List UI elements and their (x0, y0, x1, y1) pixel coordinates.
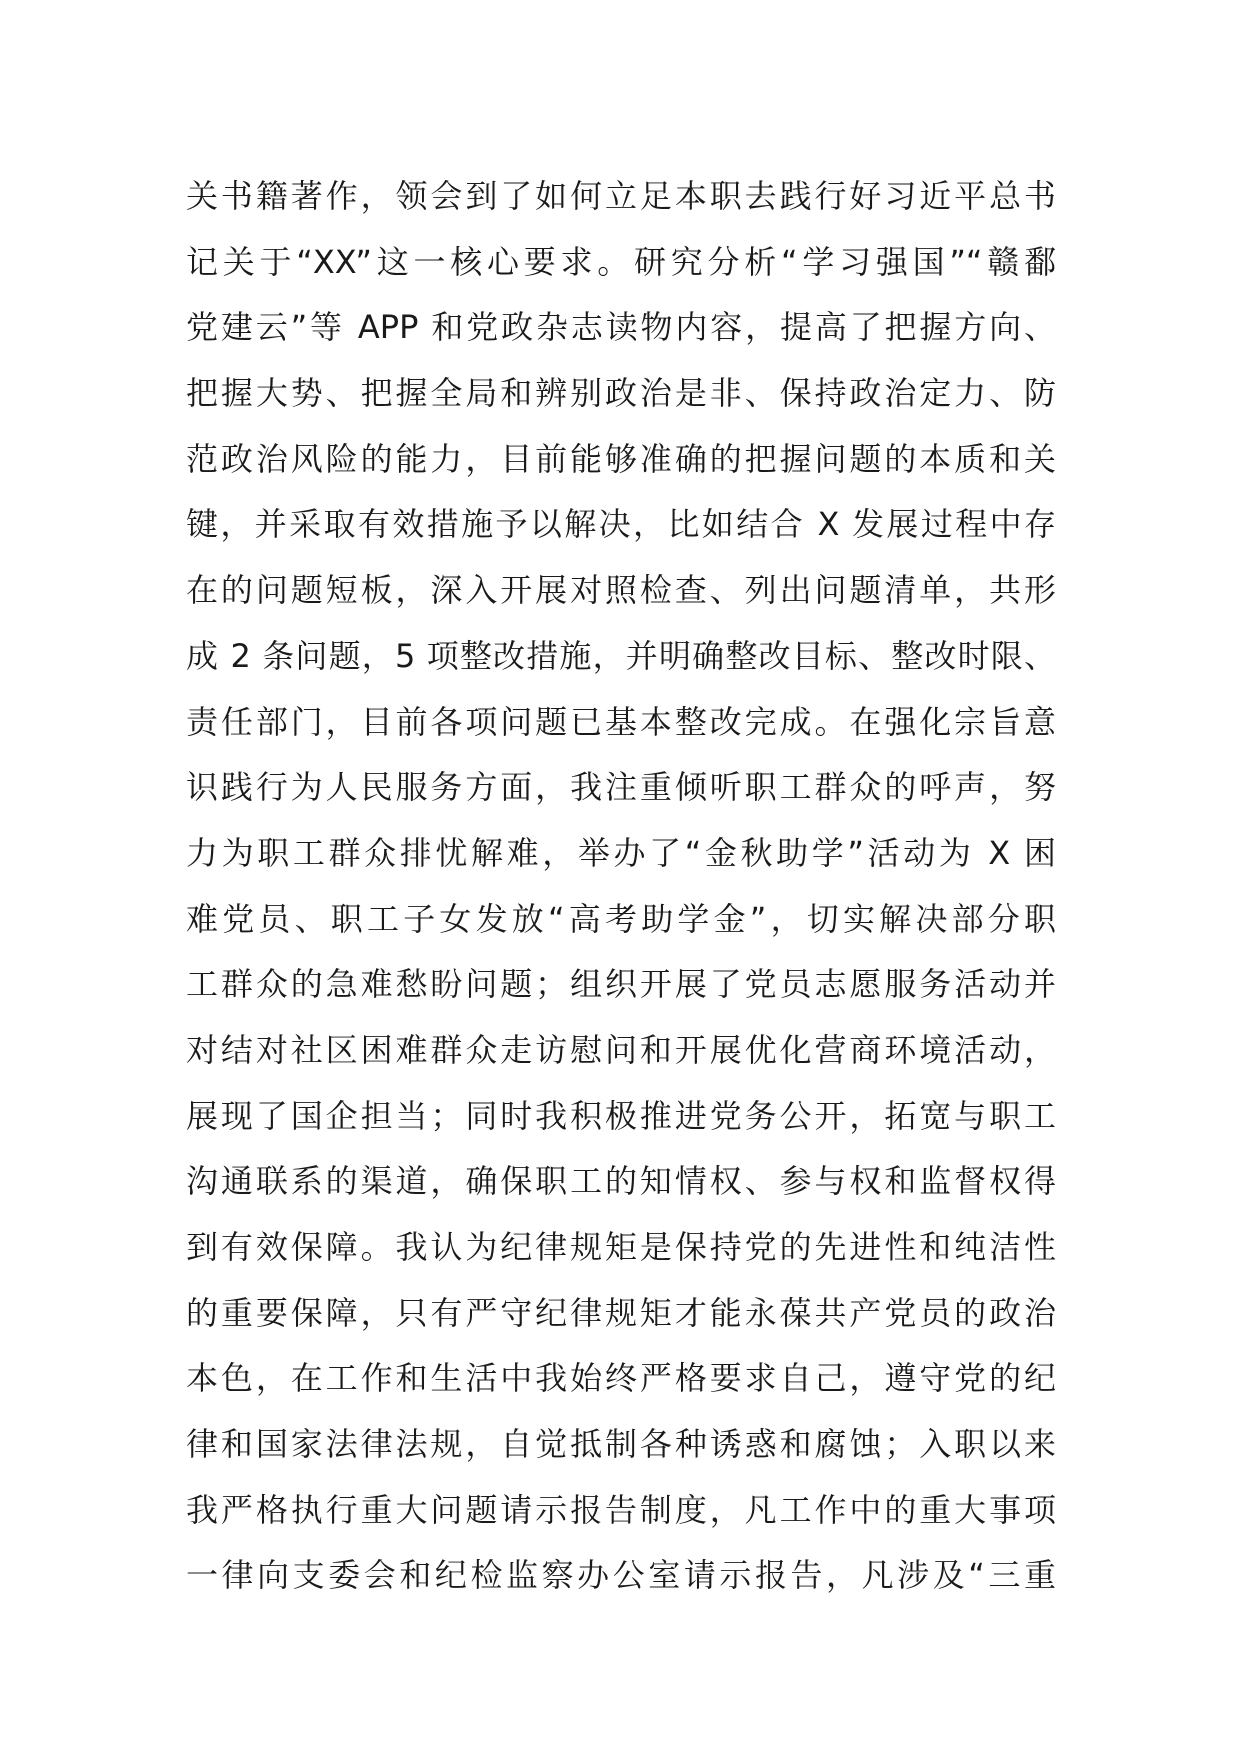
text-line: 到有效保障。我认为纪律规矩是保持党的先进性和纯洁性 (186, 1228, 1056, 1266)
text-line: 范政治风险的能力，目前能够准确的把握问题的本质和关 (186, 439, 1056, 478)
text-line: 党建云”等 APP 和党政杂志读物内容，提高了把握方向、 (186, 308, 1056, 347)
text-line: 责任部门，目前各项问题已基本整改完成。在强化宗旨意 (186, 702, 1056, 741)
text-line: 律和国家法律法规，自觉抵制各种诱惑和腐蚀；入职以来 (186, 1425, 1056, 1464)
text-line: 在的问题短板，深入开展对照检查、列出问题清单，共形 (186, 571, 1056, 610)
body-paragraph (186, 164, 1056, 1609)
text-line: 识践行为人民服务方面，我注重倾听职工群众的呼声，努 (186, 768, 1056, 807)
text-line: 的重要保障，只有严守纪律规矩才能永葆共产党员的政治 (186, 1293, 1056, 1332)
text-line: 一律向支委会和纪检监察办公室请示报告，凡涉及“三重 (186, 1556, 1056, 1595)
text-line: 键，并采取有效措施予以解决，比如结合 X 发展过程中存 (186, 505, 1056, 544)
text-line: 记关于“XX”这一核心要求。研究分析“学习强国”“赣鄱 (186, 242, 1056, 281)
text-line: 工群众的急难愁盼问题；组织开展了党员志愿服务活动并 (186, 965, 1056, 1004)
text-line: 我严格执行重大问题请示报告制度，凡工作中的重大事项 (186, 1490, 1056, 1529)
text-line: 沟通联系的渠道，确保职工的知情权、参与权和监督权得 (186, 1162, 1056, 1201)
text-line: 关书籍著作，领会到了如何立足本职去践行好习近平总书 (186, 177, 1056, 215)
text-line: 把握大势、把握全局和辨别政治是非、保持政治定力、防 (186, 374, 1056, 413)
text-line: 力为职工群众排忧解难，举办了“金秋助学”活动为 X 困 (186, 833, 1056, 872)
text-line: 展现了国企担当；同时我积极推进党务公开，拓宽与职工 (186, 1096, 1056, 1135)
text-line: 本色，在工作和生活中我始终严格要求自己，遵守党的纪 (186, 1359, 1056, 1398)
text-line: 对结对社区困难群众走访慰问和开展优化营商环境活动， (186, 1030, 1056, 1069)
text-line: 成 2 条问题，5 项整改措施，并明确整改目标、整改时限、 (186, 636, 1056, 675)
text-line: 难党员、职工子女发放“高考助学金”，切实解决部分职 (186, 899, 1056, 938)
